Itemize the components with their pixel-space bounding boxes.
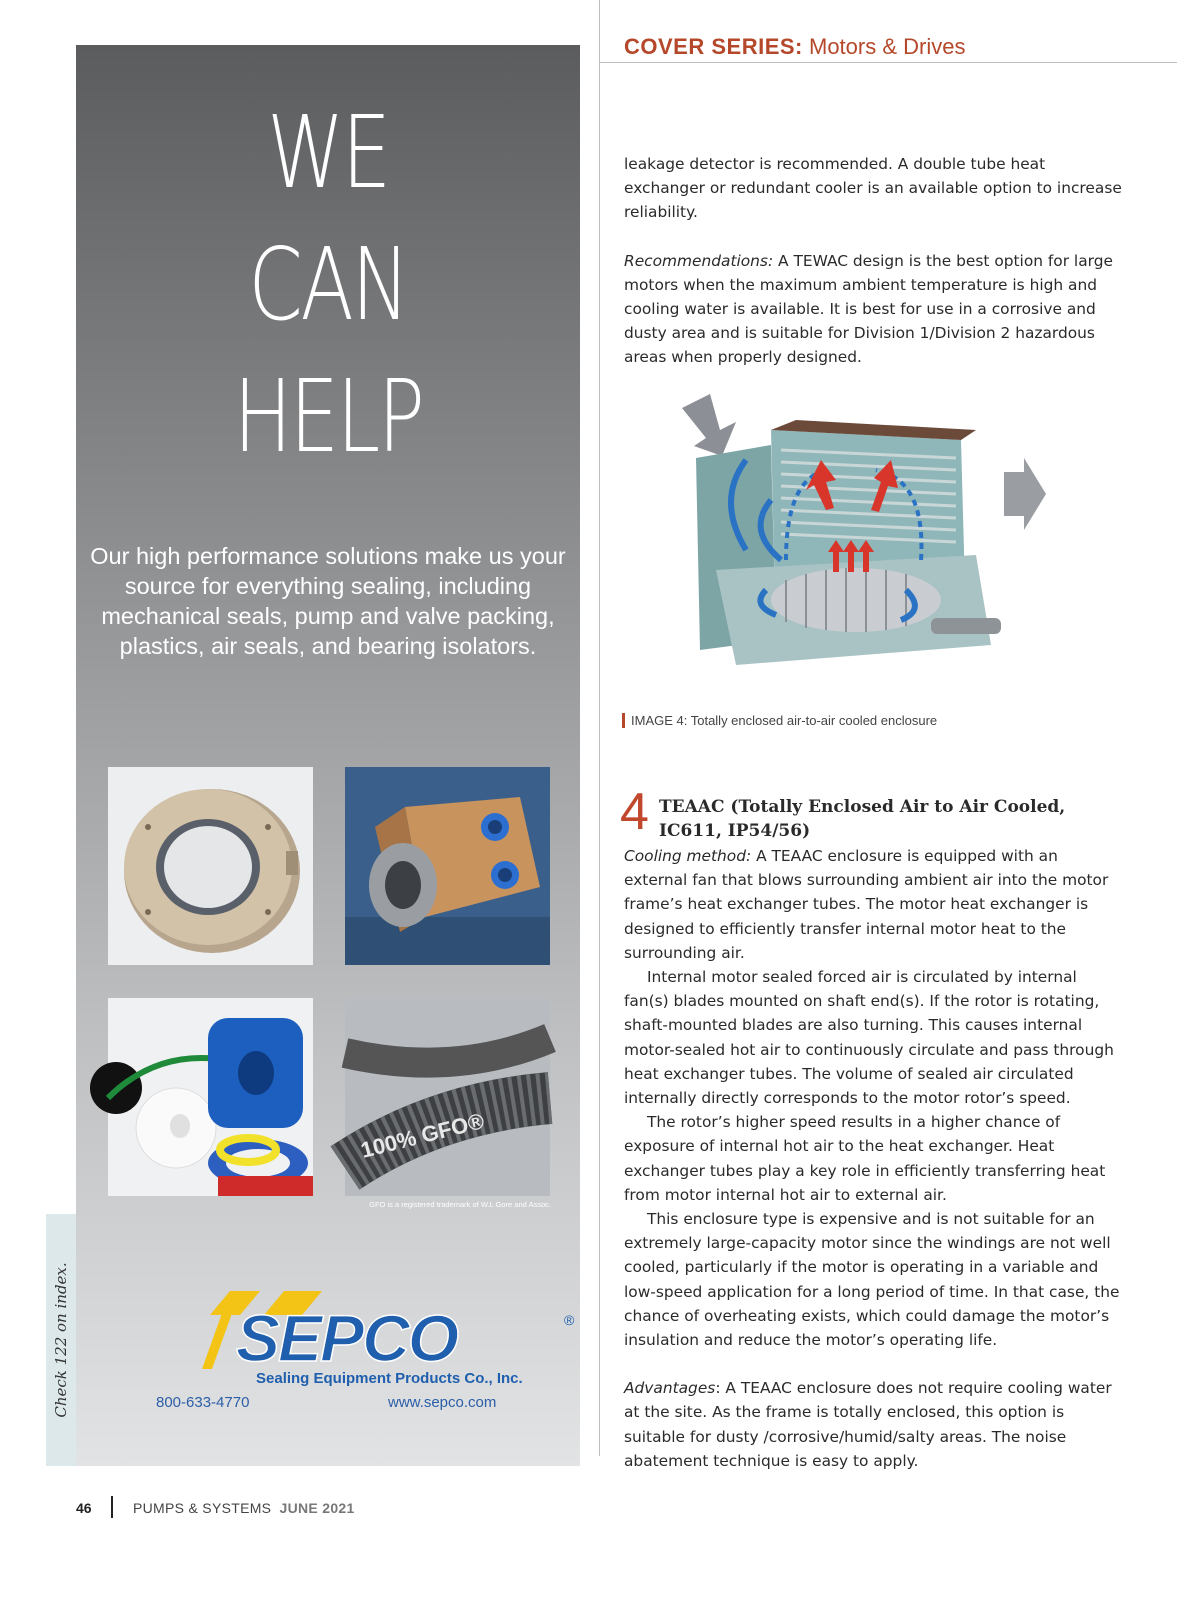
body-paragraph-2: Internal motor sealed forced air is circulated by internal fan(s) blades mounted on shaft end(s). If the rotor is rotating, shaft-mounted blades are also turning. This causes internal motor-sealed hot air to continuously circulate and pass through heat exchanger tubes. The volume of sealed air circulated internally directly corresponds to the motor rotor’s speed. (624, 968, 1114, 1108)
company-name: Sealing Equipment Products Co., Inc. (256, 1370, 523, 1387)
column-divider (599, 0, 600, 1456)
ad-body-text: Our high performance solutions make us your source for everything sealing, including mechanical seals, pump and valve packing, plastics, air seals, and bearing isolators. (90, 543, 566, 659)
footer-divider (111, 1496, 113, 1518)
packing-brand-text: 100% GFO® (358, 1108, 487, 1163)
recommendations-label: Recommendations: (624, 251, 774, 270)
figure-caption: IMAGE 4: Totally enclosed air-to-air cooled enclosure (622, 713, 937, 728)
braided-packing-photo (345, 998, 550, 1196)
advantages-label: Advantages (624, 1379, 716, 1398)
ad-phone: 800-633-4770 (156, 1394, 250, 1411)
cover-series-topic: Motors & Drives (809, 34, 966, 59)
section-title: TEAAC (Totally Enclosed Air to Air Cooled, IC611, IP54/56) (659, 797, 1066, 841)
section-header (624, 34, 965, 60)
advantages-paragraph: Advantages: A TEAAC enclosure does not require cooling water at the site. As the frame is totally enclosed, this option is suitable for dusty /corrosive/humid/salty areas. The noise abatement technique is easy to apply. (624, 1379, 1112, 1470)
header-rule (600, 62, 1177, 63)
teaac-motor-illustration (676, 390, 1052, 690)
intro-text (624, 152, 1124, 370)
cooling-method-label: Cooling method: (624, 847, 752, 865)
ad-headline-line-2: CAN (248, 226, 408, 343)
mechanical-seal-photo (345, 767, 550, 965)
recommendations-paragraph: Recommendations: A TEWAC design is the best option for large motors when the maximum ambient temperature is high and cooling water is available. It is best for use in a corrosive and dusty area and is suitable for Division 1/Division 2 hazardous areas when properly designed. (624, 251, 1113, 367)
caption-bar (622, 713, 625, 728)
sepco-logo-text: SEPCO (236, 1301, 458, 1375)
ad-headline-line-1: WE (267, 94, 389, 211)
bearing-isolator-photo (108, 767, 313, 965)
intro-paragraph: leakage detector is recommended. A double tube heat exchanger or redundant cooler is an available option to increase reliability. (624, 155, 1122, 222)
sepco-advertisement (76, 45, 580, 1466)
ad-headline-line-3: HELP (233, 358, 423, 475)
body-paragraph-4: This enclosure type is expensive and is not suitable for an extremely large-capacity motor since the windings are not well cooled, particularly if the motor is operating in a variable and low-speed application for a long period of time. In that case, the chance of overheating exists, which could damage the motor’s insulation and reduce the motor’s operating life. (624, 1210, 1120, 1350)
magazine-name: PUMPS & SYSTEMS (133, 1500, 272, 1516)
ad-website: www.sepco.com (388, 1394, 497, 1411)
cover-series-label: COVER SERIES: (624, 34, 803, 59)
section-body (624, 844, 1124, 1473)
index-tab-label: Check 122 on index. (52, 1262, 70, 1418)
page-number: 46 (76, 1500, 92, 1516)
body-paragraph-3: The rotor’s higher speed results in a higher chance of exposure of internal hot air to the heat exchanger. Heat exchanger tubes play a key role in efficiently transferring heat from motor internal hot air to external air. (624, 1113, 1106, 1204)
sepco-logo (152, 1291, 575, 1387)
plastic-parts-photo (108, 998, 313, 1196)
registered-mark: ® (564, 1312, 575, 1328)
magazine-footer (133, 1500, 355, 1516)
issue-date: JUNE 2021 (279, 1500, 355, 1516)
cooling-method-paragraph: Cooling method: A TEAAC enclosure is equipped with an external fan that blows surrounding ambient air into the motor frame’s heat exchanger tubes. The motor heat exchanger is designed to efficiently transfer internal motor heat to the surrounding air. (624, 847, 1109, 962)
section-number: 4 (620, 783, 649, 841)
trademark-note: GFO is a registered trademark of W.L Gore and Assoc. (369, 1200, 551, 1209)
